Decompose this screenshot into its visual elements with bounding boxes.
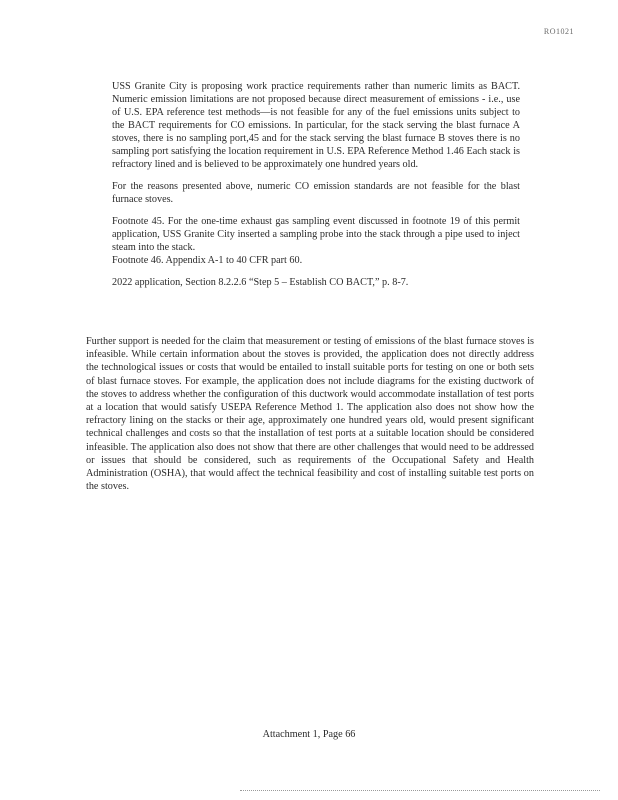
footnote-45: Footnote 45. For the one-time exhaust gas sampling event discussed in footnote 19 of this permit application, USS Granite City inserted a sampling probe into the stack through a pipe used to inject steam into the stack. (112, 216, 520, 253)
body-section (86, 335, 534, 493)
page-footer: Attachment 1, Page 66 (262, 729, 356, 740)
body-paragraph: Further support is needed for the claim that measurement or testing of emissions of the blast furnace stoves is infeasible. While certain information about the stoves is provided, the application does not directly address the technological issues or costs that would be entailed to install suitable ports for testing on one or both sets of blast furnace stoves. For example, the application does not include diagrams for the existing ductwork of the stoves to address whether the configuration of this ductwork would accommodate installation of test ports at a location that would satisfy USEPA Reference Method 1. The application also does not show how the refractory lining on the stacks or their age, approximately one hundred years old, would present significant technical challenges and costs so that the installation of test ports at a suitable location should be considered infeasible. The application also does not show that there are other challenges that would need to be addressed or issues that should be considered, such as requirements of the Occupational Safety and Health Administration (OSHA), that would affect the technical feasibility and cost of installing suitable test ports on the stoves. (86, 336, 534, 493)
footnote-46: Footnote 46. Appendix A-1 to 40 CFR part 60. (112, 255, 303, 266)
quote-citation: 2022 application, Section 8.2.2.6 “Step 5 – Establish CO BACT,” p. 8-7. (112, 277, 409, 288)
quote-paragraph: USS Granite City is proposing work practice requirements rather than numeric limits as BACT. Numeric emission limitations are not proposed because direct measurement of emissions - i.e., use of U.S. EPA reference test methods—is not feasible for any of the fuel emissions units subject to the BACT requirements for CO emissions. In particular, for the stack serving the blast furnace A stoves, there is no sampling port,45 and for the stack serving the blast furnace B stoves there is no sampling port satisfying the location requirement in U.S. EPA Reference Method 1.46 Each stack is refractory lined and is believed to be approximately one hundred years old. (112, 81, 520, 170)
quote-paragraph: For the reasons presented above, numeric CO emission standards are not feasible for the blast furnace stoves. (112, 181, 520, 205)
quoted-excerpt (112, 80, 520, 298)
document-id: RO1021 (543, 27, 574, 36)
scan-edge-divider (240, 790, 600, 791)
